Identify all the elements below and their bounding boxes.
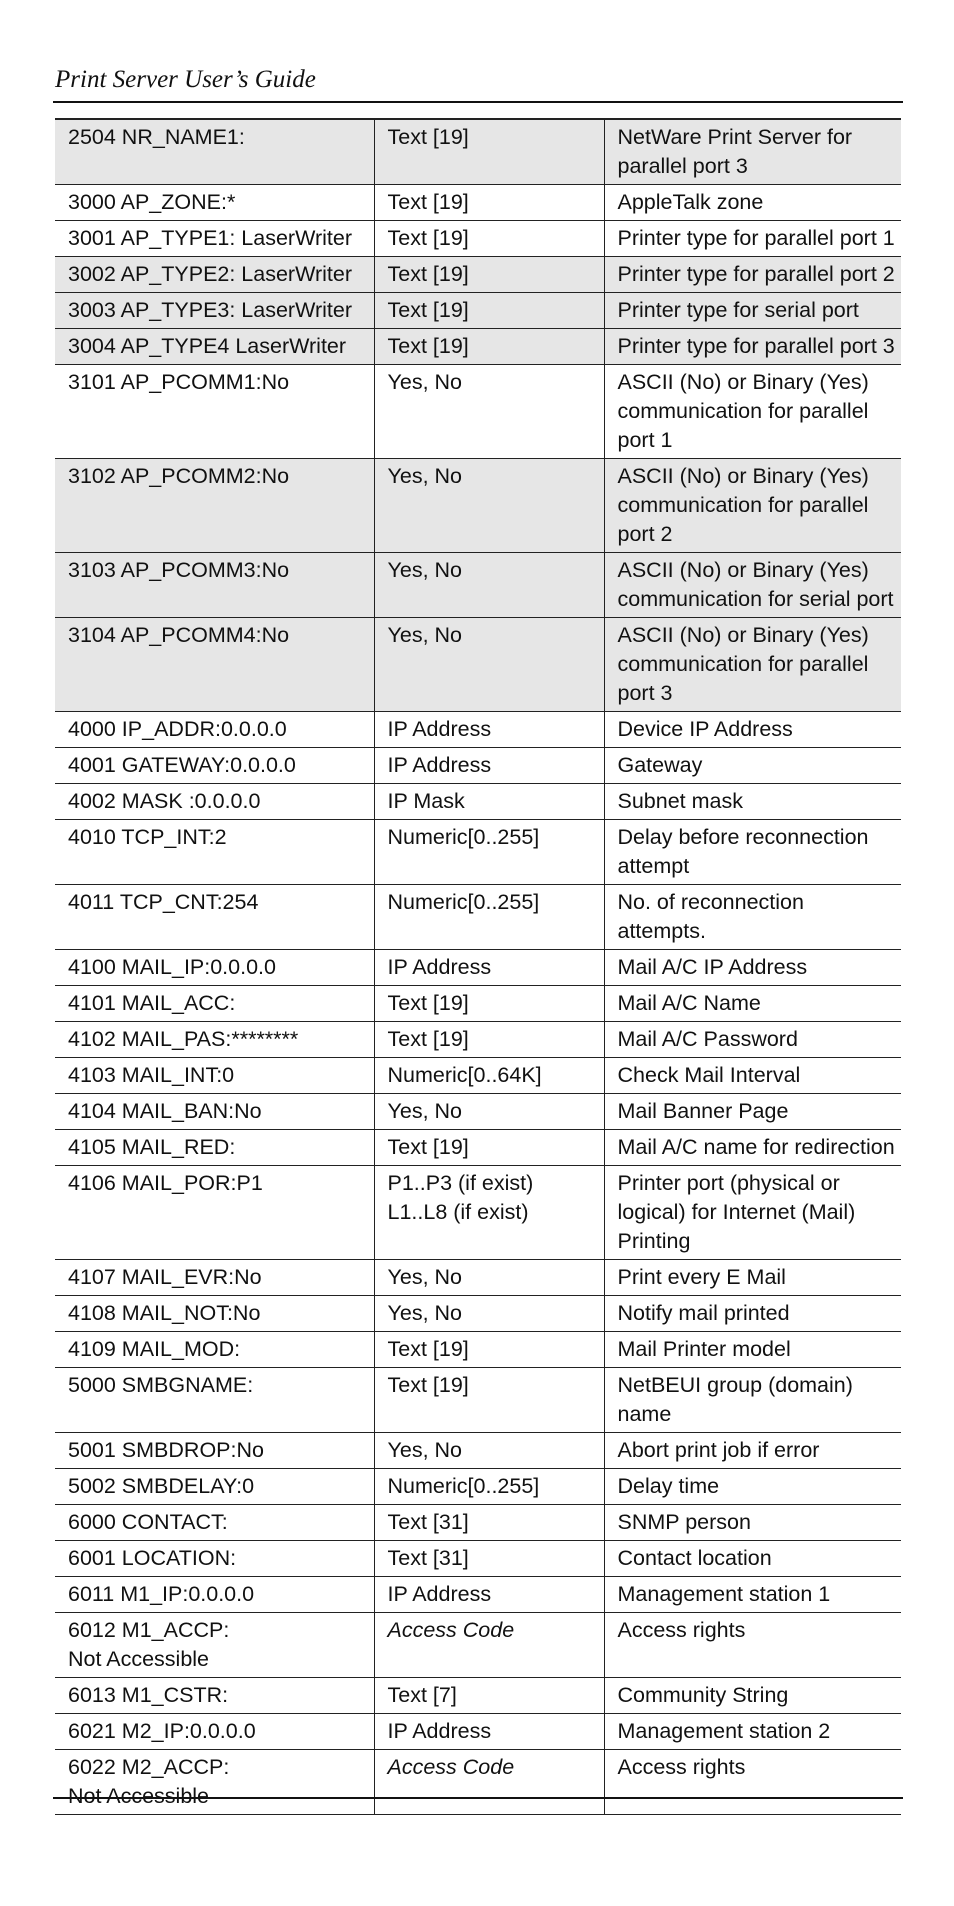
- table-row: [55, 459, 901, 553]
- table-row: [55, 1678, 901, 1714]
- description-cell: Printer port (physical or logical) for Internet (Mail) Printing: [604, 1166, 901, 1260]
- description-cell: Delay before reconnection attempt: [604, 820, 901, 885]
- type-cell: IP Address: [374, 1714, 604, 1750]
- parameter-table: [55, 118, 901, 1815]
- type-cell: Numeric[0..255]: [374, 885, 604, 950]
- type-cell: Text [31]: [374, 1505, 604, 1541]
- table-row: [55, 119, 901, 185]
- table-row: [55, 1433, 901, 1469]
- table-row: [55, 1368, 901, 1433]
- param-cell: 6000 CONTACT:: [55, 1505, 374, 1541]
- param-cell: 4011 TCP_CNT:254: [55, 885, 374, 950]
- param-cell: 4101 MAIL_ACC:: [55, 986, 374, 1022]
- param-cell: 4108 MAIL_NOT:No: [55, 1296, 374, 1332]
- param-cell: 3103 AP_PCOMM3:No: [55, 553, 374, 618]
- description-cell: ASCII (No) or Binary (Yes) communication for parallel port 3: [604, 618, 901, 712]
- param-cell: 3003 AP_TYPE3: LaserWriter: [55, 293, 374, 329]
- description-cell: Management station 2: [604, 1714, 901, 1750]
- param-cell: 4105 MAIL_RED:: [55, 1130, 374, 1166]
- type-cell: Text [19]: [374, 1332, 604, 1368]
- description-cell: Abort print job if error: [604, 1433, 901, 1469]
- param-cell: 6021 M2_IP:0.0.0.0: [55, 1714, 374, 1750]
- table-row: [55, 1332, 901, 1368]
- description-cell: Subnet mask: [604, 784, 901, 820]
- param-cell: 4010 TCP_INT:2: [55, 820, 374, 885]
- description-cell: Access rights: [604, 1613, 901, 1678]
- param-cell: 6011 M1_IP:0.0.0.0: [55, 1577, 374, 1613]
- description-cell: Gateway: [604, 748, 901, 784]
- type-cell: Yes, No: [374, 618, 604, 712]
- type-cell: IP Address: [374, 950, 604, 986]
- description-cell: Mail Printer model: [604, 1332, 901, 1368]
- param-cell: 4100 MAIL_IP:0.0.0.0: [55, 950, 374, 986]
- type-cell: Yes, No: [374, 365, 604, 459]
- type-cell: Text [19]: [374, 1022, 604, 1058]
- table-row: [55, 221, 901, 257]
- type-cell: Text [19]: [374, 119, 604, 185]
- description-cell: SNMP person: [604, 1505, 901, 1541]
- param-cell: 4102 MAIL_PAS:********: [55, 1022, 374, 1058]
- table-row: [55, 748, 901, 784]
- param-cell: 3101 AP_PCOMM1:No: [55, 365, 374, 459]
- type-cell: Access Code: [374, 1613, 604, 1678]
- description-cell: Printer type for parallel port 2: [604, 257, 901, 293]
- type-cell: Yes, No: [374, 553, 604, 618]
- table-row: [55, 1166, 901, 1260]
- type-cell: P1..P3 (if exist) L1..L8 (if exist): [374, 1166, 604, 1260]
- header-rule: [53, 101, 903, 103]
- type-cell: Yes, No: [374, 1433, 604, 1469]
- description-cell: No. of reconnection attempts.: [604, 885, 901, 950]
- type-cell: IP Address: [374, 1577, 604, 1613]
- description-cell: Printer type for parallel port 3: [604, 329, 901, 365]
- type-cell: Text [31]: [374, 1541, 604, 1577]
- table-row: [55, 885, 901, 950]
- type-cell: Text [19]: [374, 329, 604, 365]
- description-cell: ASCII (No) or Binary (Yes) communication for serial port: [604, 553, 901, 618]
- footer-rule: [53, 1797, 903, 1799]
- description-cell: Management station 1: [604, 1577, 901, 1613]
- type-cell: Numeric[0..64K]: [374, 1058, 604, 1094]
- param-cell: 6001 LOCATION:: [55, 1541, 374, 1577]
- param-cell: 4002 MASK :0.0.0.0: [55, 784, 374, 820]
- table-row: [55, 1022, 901, 1058]
- type-cell: Yes, No: [374, 459, 604, 553]
- param-cell: 3000 AP_ZONE:*: [55, 185, 374, 221]
- table-row: [55, 1296, 901, 1332]
- type-cell: Text [7]: [374, 1678, 604, 1714]
- type-cell: IP Address: [374, 712, 604, 748]
- type-cell: Text [19]: [374, 1130, 604, 1166]
- type-cell: IP Address: [374, 748, 604, 784]
- page-header-title: Print Server User’s Guide: [55, 66, 316, 93]
- param-cell: 4000 IP_ADDR:0.0.0.0: [55, 712, 374, 748]
- description-cell: Mail A/C name for redirection: [604, 1130, 901, 1166]
- table-row: [55, 1750, 901, 1815]
- description-cell: NetWare Print Server for parallel port 3: [604, 119, 901, 185]
- type-cell: Yes, No: [374, 1094, 604, 1130]
- type-cell: IP Mask: [374, 784, 604, 820]
- param-cell: 4104 MAIL_BAN:No: [55, 1094, 374, 1130]
- table-row: [55, 365, 901, 459]
- type-cell: Text [19]: [374, 221, 604, 257]
- description-cell: Notify mail printed: [604, 1296, 901, 1332]
- param-cell: 3001 AP_TYPE1: LaserWriter: [55, 221, 374, 257]
- description-cell: ASCII (No) or Binary (Yes) communication for parallel port 1: [604, 365, 901, 459]
- type-cell: Text [19]: [374, 986, 604, 1022]
- param-cell: 4109 MAIL_MOD:: [55, 1332, 374, 1368]
- description-cell: Printer type for parallel port 1: [604, 221, 901, 257]
- table-row: [55, 293, 901, 329]
- table-row: [55, 1130, 901, 1166]
- description-cell: Device IP Address: [604, 712, 901, 748]
- description-cell: Print every E Mail: [604, 1260, 901, 1296]
- table-row: [55, 185, 901, 221]
- param-cell: 4001 GATEWAY:0.0.0.0: [55, 748, 374, 784]
- param-cell: 6022 M2_ACCP: Not Accessible: [55, 1750, 374, 1815]
- table-row: [55, 1094, 901, 1130]
- param-cell: 5000 SMBGNAME:: [55, 1368, 374, 1433]
- table-row: [55, 1577, 901, 1613]
- type-cell: Numeric[0..255]: [374, 1469, 604, 1505]
- param-cell: 3104 AP_PCOMM4:No: [55, 618, 374, 712]
- table-row: [55, 1505, 901, 1541]
- description-cell: Mail Banner Page: [604, 1094, 901, 1130]
- table-row: [55, 1613, 901, 1678]
- description-cell: Community String: [604, 1678, 901, 1714]
- table-row: [55, 1714, 901, 1750]
- description-cell: Mail A/C Name: [604, 986, 901, 1022]
- param-cell: 3004 AP_TYPE4 LaserWriter: [55, 329, 374, 365]
- description-cell: Mail A/C Password: [604, 1022, 901, 1058]
- type-cell: Text [19]: [374, 293, 604, 329]
- table-row: [55, 784, 901, 820]
- description-cell: NetBEUI group (domain) name: [604, 1368, 901, 1433]
- description-cell: Access rights: [604, 1750, 901, 1815]
- type-cell: Yes, No: [374, 1260, 604, 1296]
- param-cell: 5002 SMBDELAY:0: [55, 1469, 374, 1505]
- table-row: [55, 553, 901, 618]
- param-cell: 5001 SMBDROP:No: [55, 1433, 374, 1469]
- type-cell: Access Code: [374, 1750, 604, 1815]
- type-cell: Yes, No: [374, 1296, 604, 1332]
- description-cell: Contact location: [604, 1541, 901, 1577]
- param-cell: 4103 MAIL_INT:0: [55, 1058, 374, 1094]
- table-row: [55, 712, 901, 748]
- param-cell: 2504 NR_NAME1:: [55, 119, 374, 185]
- param-cell: 3002 AP_TYPE2: LaserWriter: [55, 257, 374, 293]
- param-cell: 4106 MAIL_POR:P1: [55, 1166, 374, 1260]
- table-row: [55, 618, 901, 712]
- param-cell: 3102 AP_PCOMM2:No: [55, 459, 374, 553]
- table-row: [55, 1260, 901, 1296]
- table-row: [55, 1469, 901, 1505]
- type-cell: Text [19]: [374, 257, 604, 293]
- table-row: [55, 820, 901, 885]
- type-cell: Text [19]: [374, 1368, 604, 1433]
- table-row: [55, 1058, 901, 1094]
- type-cell: Text [19]: [374, 185, 604, 221]
- description-cell: AppleTalk zone: [604, 185, 901, 221]
- param-cell: 4107 MAIL_EVR:No: [55, 1260, 374, 1296]
- parameter-table-body: [55, 119, 901, 1815]
- table-row: [55, 329, 901, 365]
- param-cell: 6013 M1_CSTR:: [55, 1678, 374, 1714]
- type-cell: Numeric[0..255]: [374, 820, 604, 885]
- description-cell: Delay time: [604, 1469, 901, 1505]
- description-cell: Printer type for serial port: [604, 293, 901, 329]
- description-cell: Mail A/C IP Address: [604, 950, 901, 986]
- description-cell: Check Mail Interval: [604, 1058, 901, 1094]
- table-row: [55, 257, 901, 293]
- table-row: [55, 986, 901, 1022]
- description-cell: ASCII (No) or Binary (Yes) communication for parallel port 2: [604, 459, 901, 553]
- table-row: [55, 1541, 901, 1577]
- table-row: [55, 950, 901, 986]
- param-cell: 6012 M1_ACCP: Not Accessible: [55, 1613, 374, 1678]
